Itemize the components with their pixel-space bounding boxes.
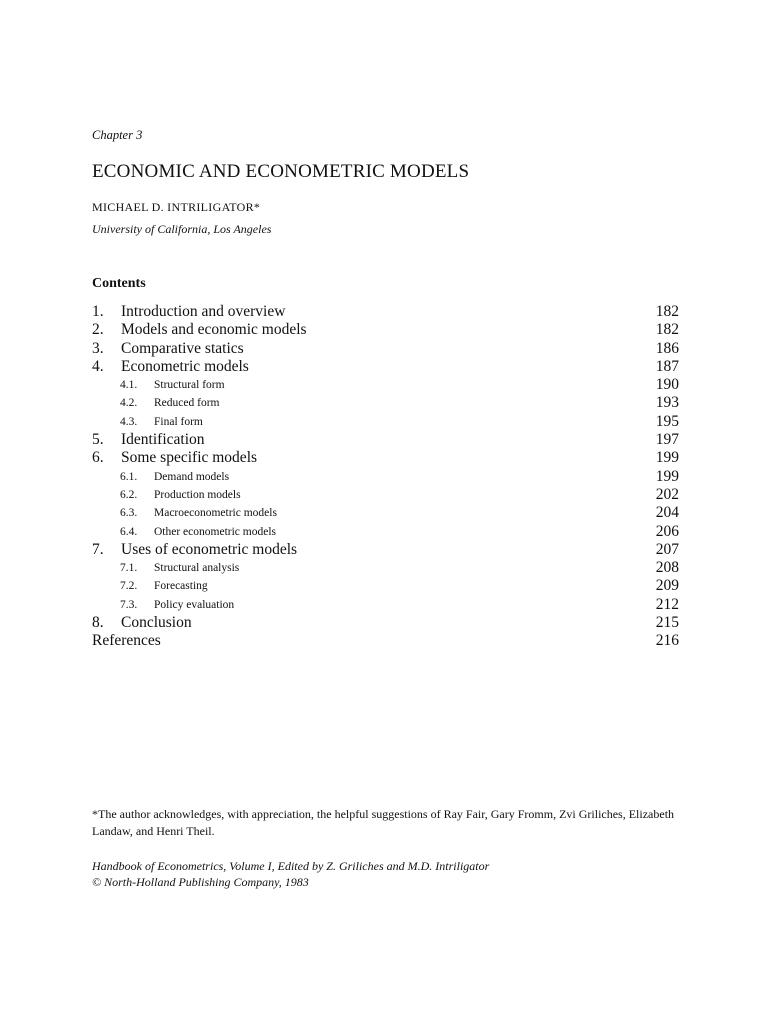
chapter-label: Chapter 3: [92, 128, 143, 142]
toc-section-entry: [92, 541, 679, 559]
toc-entry-page: 202: [655, 485, 679, 503]
toc-subsection-entry: [92, 394, 679, 412]
toc-entry-title: Introduction and overview: [121, 303, 286, 320]
author-affiliation: University of California, Los Angeles: [92, 222, 272, 236]
toc-subsection-entry: [92, 596, 679, 614]
toc-entry-number: 4.: [92, 357, 104, 375]
copyright-line: © North-Holland Publishing Company, 1983: [92, 874, 309, 889]
table-of-contents: [92, 303, 679, 651]
toc-entry-number: 7.: [92, 540, 104, 558]
toc-subsection-entry: [92, 468, 679, 486]
toc-subsection-entry: [92, 413, 679, 431]
toc-entry-title: Policy evaluation: [154, 598, 235, 611]
toc-subsection-entry: [92, 486, 679, 504]
toc-entry-page: 215: [655, 614, 679, 632]
publication-info: [92, 859, 489, 890]
toc-entry-title: Macroeconometric models: [154, 507, 277, 520]
toc-entry-title: Structural analysis: [154, 562, 240, 575]
chapter-title: ECONOMIC AND ECONOMETRIC MODELS: [92, 161, 470, 182]
toc-section-entry: [92, 632, 679, 650]
toc-entry-number: 5.: [92, 431, 104, 449]
toc-entry-number: 2.: [92, 321, 104, 339]
toc-entry-number: 6.: [92, 449, 104, 467]
toc-section-entry: [92, 449, 679, 467]
toc-entry-number: 6.1.: [120, 470, 138, 483]
toc-entry-page: 187: [655, 357, 679, 375]
toc-entry-number: 4.1.: [120, 379, 138, 392]
toc-section-entry: [92, 431, 679, 449]
toc-entry-title: Econometric models: [121, 357, 249, 375]
toc-entry-title: Final form: [154, 415, 203, 428]
toc-section-entry: [92, 614, 679, 632]
toc-entry-page: 186: [655, 339, 679, 357]
toc-section-entry: [92, 340, 679, 358]
toc-entry-number: 8.: [92, 614, 104, 632]
toc-entry-title: Forecasting: [154, 580, 208, 593]
toc-entry-title: Some specific models: [121, 449, 258, 467]
toc-entry-title: Conclusion: [121, 614, 192, 632]
toc-entry-page: 209: [655, 577, 679, 595]
toc-entry-title: Production models: [154, 488, 241, 501]
author-name: MICHAEL D. INTRILIGATOR*: [92, 200, 261, 214]
toc-entry-page: 204: [655, 504, 679, 522]
toc-entry-title: References: [92, 632, 161, 650]
toc-entry-title: Structural form: [154, 379, 225, 392]
toc-entry-page: 193: [655, 394, 679, 412]
toc-entry-number: 3.: [92, 339, 104, 357]
author-footnote: *The author acknowledges, with appreciation, the helpful suggestions of Ray Fair, Gary Fromm, Zvi Griliches, Elizabeth Landaw, and Henri Theil.: [92, 807, 675, 838]
toc-section-entry: [92, 321, 679, 339]
toc-entry-number: 4.3.: [120, 415, 138, 428]
toc-entry-title: Uses of econometric models: [121, 540, 298, 558]
toc-entry-page: 207: [655, 540, 679, 558]
toc-entry-number: 4.2.: [120, 397, 138, 410]
toc-entry-page: 195: [655, 412, 679, 430]
toc-entry-page: 206: [655, 522, 679, 540]
toc-subsection-entry: [92, 504, 679, 522]
toc-subsection-entry: [92, 376, 679, 394]
toc-entry-page: 216: [655, 632, 679, 650]
toc-entry-title: Comparative statics: [121, 339, 244, 357]
toc-entry-number: 7.3.: [120, 598, 138, 611]
toc-entry-page: 182: [655, 321, 679, 339]
toc-subsection-entry: [92, 577, 679, 595]
toc-entry-title: Identification: [121, 431, 205, 449]
handbook-citation: Handbook of Econometrics, Volume I, Edited by Z. Griliches and M.D. Intriligator: [92, 859, 490, 873]
toc-entry-page: 199: [655, 467, 679, 485]
toc-subsection-entry: [92, 523, 679, 541]
toc-entry-page: 197: [655, 431, 679, 449]
toc-entry-number: 6.2.: [120, 488, 138, 501]
toc-entry-page: 190: [655, 376, 679, 394]
toc-entry-page: 212: [655, 595, 679, 613]
toc-section-entry: [92, 303, 679, 321]
toc-entry-number: 7.1.: [120, 562, 138, 575]
toc-entry-page: 208: [655, 559, 679, 577]
toc-entry-title: Models and economic models: [121, 321, 307, 339]
toc-entry-title: Demand models: [154, 470, 230, 483]
toc-entry-page: 199: [655, 449, 679, 467]
toc-subsection-entry: [92, 559, 679, 577]
toc-section-entry: [92, 358, 679, 376]
toc-entry-title: Other econometric models: [154, 525, 276, 538]
toc-entry-page: 182: [655, 303, 679, 320]
toc-entry-number: 6.3.: [120, 507, 138, 520]
toc-entry-title: Reduced form: [154, 397, 220, 410]
contents-heading: Contents: [92, 276, 146, 291]
toc-entry-number: 7.2.: [120, 580, 138, 593]
toc-entry-number: 1.: [92, 303, 104, 320]
toc-entry-number: 6.4.: [120, 525, 138, 538]
